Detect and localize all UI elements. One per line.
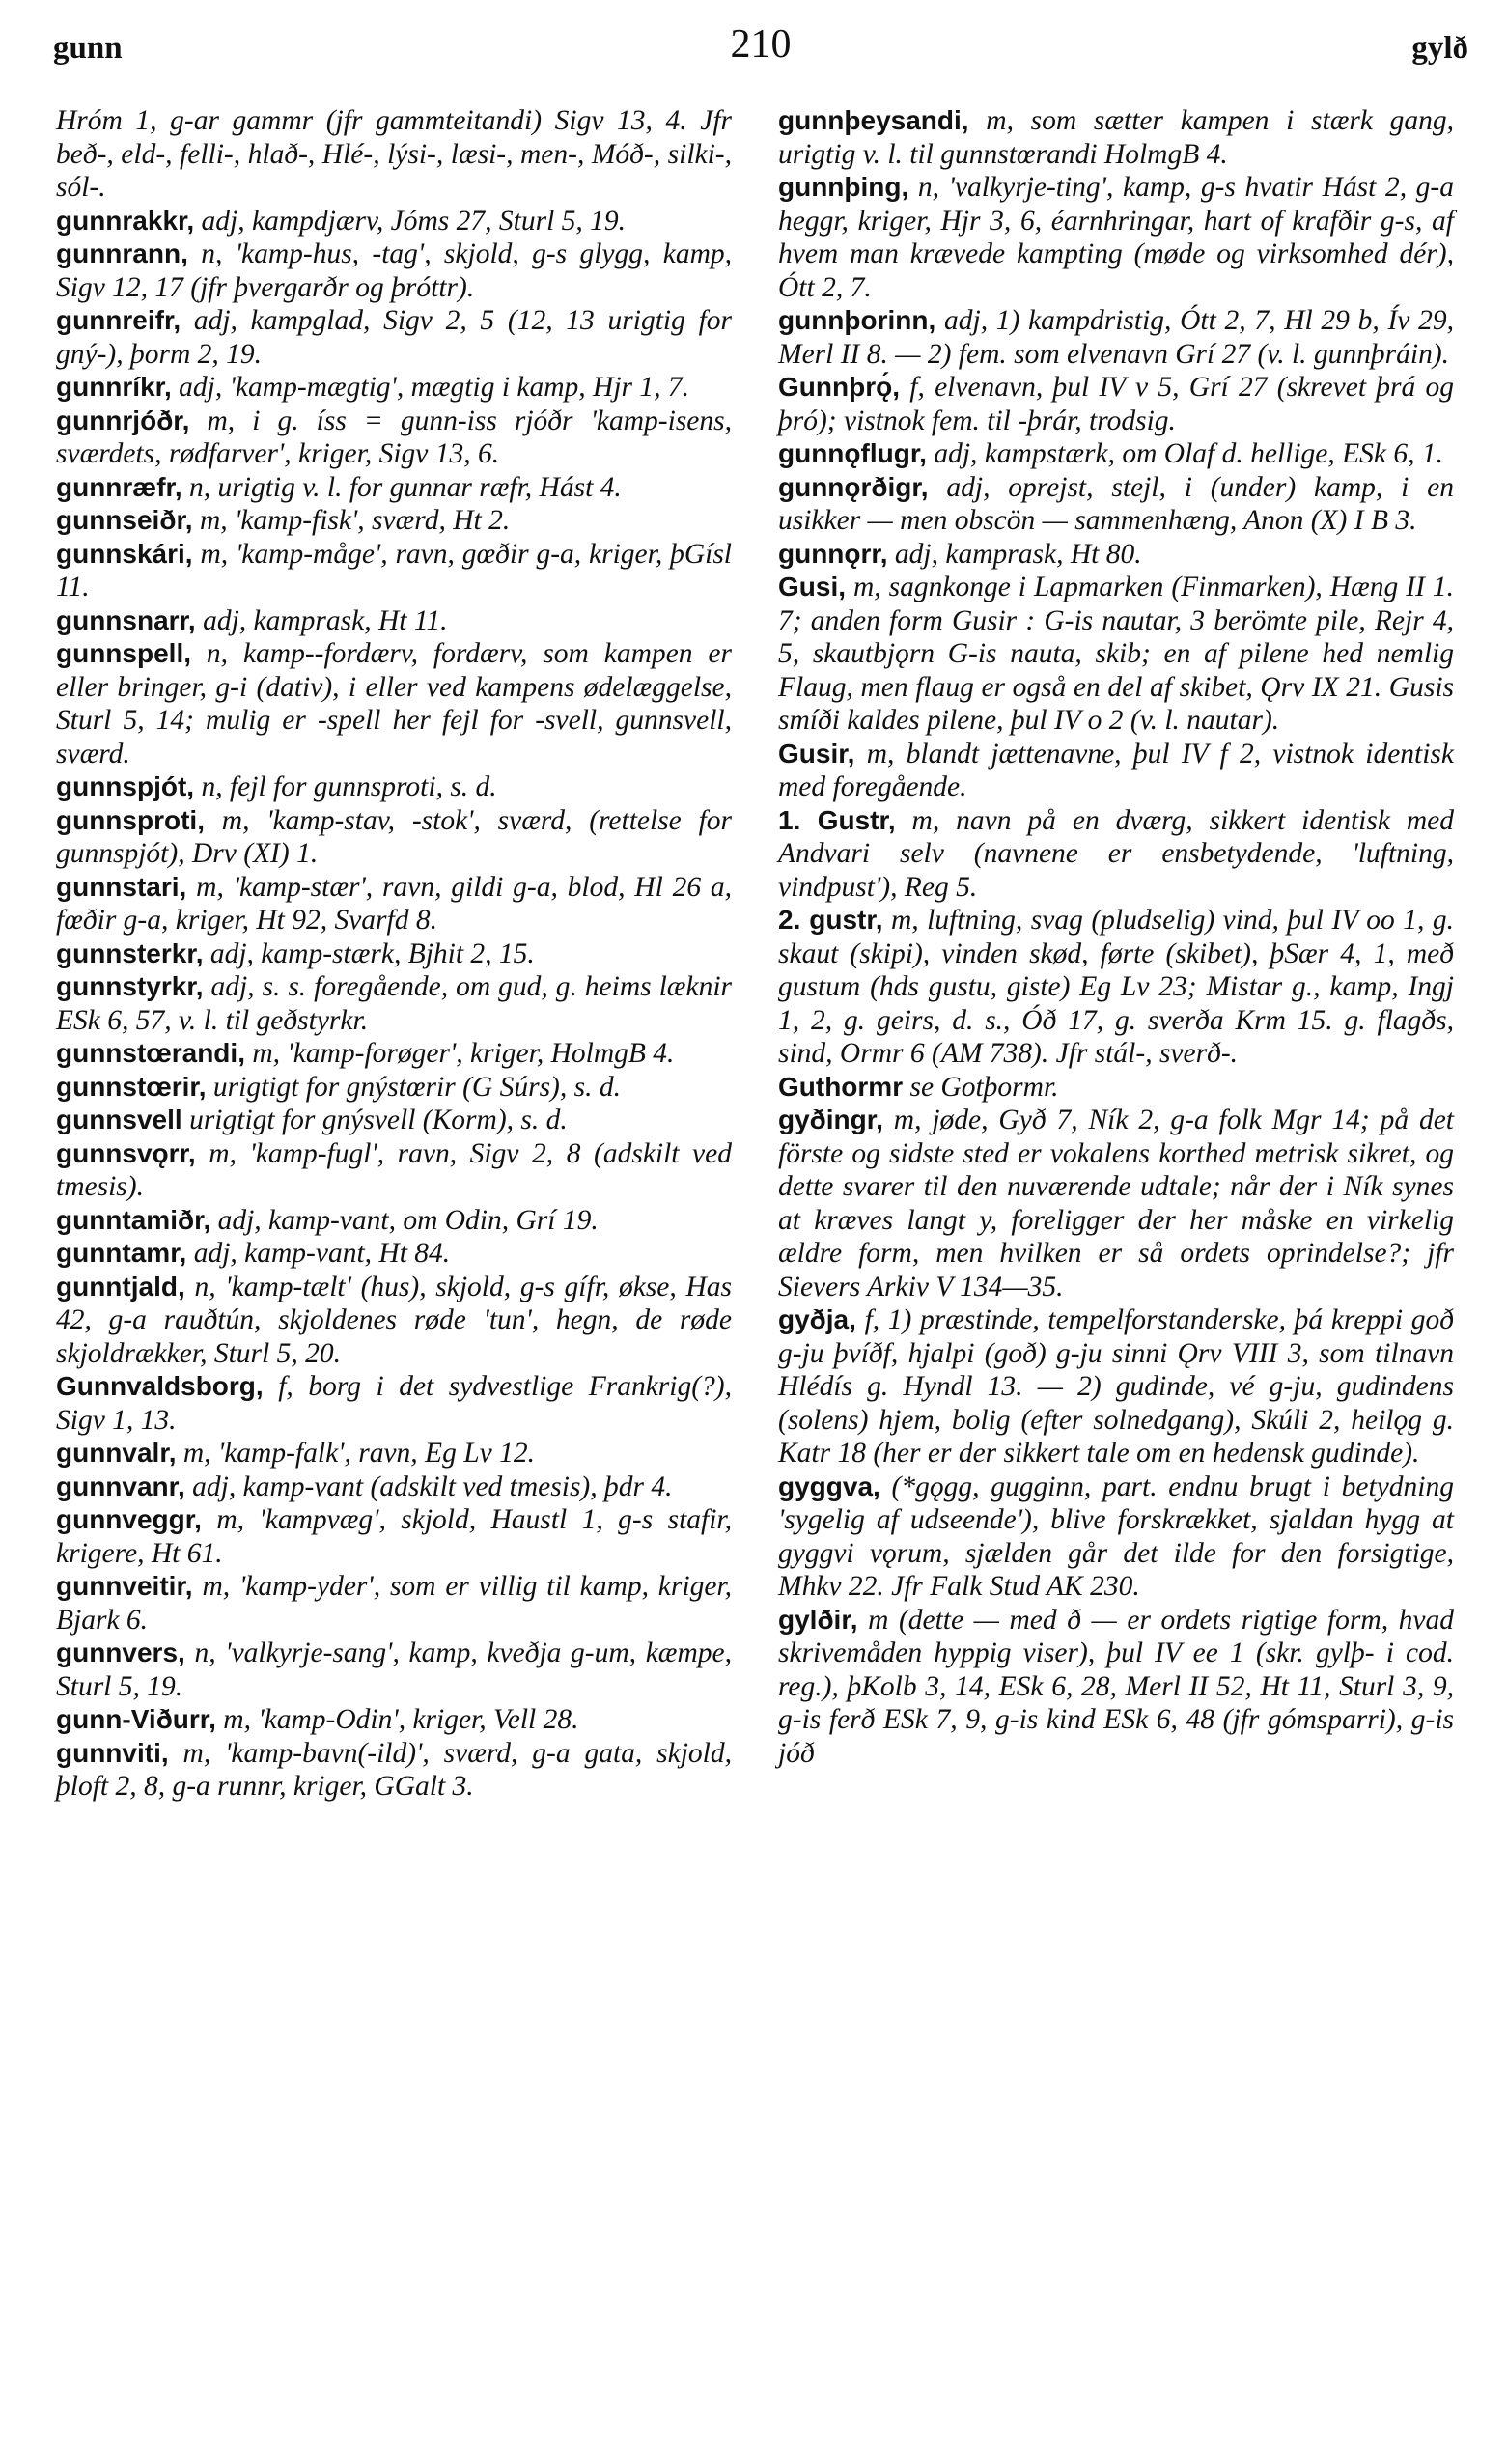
entry-headword: gyggva,: [778, 1470, 880, 1501]
entry-headword: gunnrakkr,: [56, 205, 195, 236]
entry-definition: m, 'kamp-forøger', kriger, HolmgB 4.: [252, 1038, 675, 1069]
entry-headword: gunnsvǫrr,: [56, 1137, 196, 1168]
entry-headword: gunnspell,: [56, 638, 191, 668]
dictionary-entry: [56, 1637, 732, 1703]
dictionary-entry: [56, 405, 732, 471]
entry-definition: adj, 'kamp-mægtig', mægtig i kamp, Hjr 1, 7.: [179, 372, 690, 403]
entry-definition: adj, kamp-vant, Ht 84.: [193, 1238, 451, 1269]
dictionary-entry: [778, 171, 1454, 304]
entry-headword: gunnþorinn,: [778, 305, 936, 335]
dictionary-entry: [56, 1037, 732, 1071]
entry-definition: m, 'kampvæg', skjold, Haustl 1, g-s stafir, krigere, Ht 61.: [56, 1504, 732, 1569]
entry-definition: f, 1) præstinde, tempelforstanderske, þá kreppi goð g-ju þvíðf, hjalpi (goð) g-ju sinni Ǫrv VIII 3, som tilnavn Hlédís g. Hyndl 13. — 2) gudinde, vé g-ju, gudindens (solens) hjem, bolig (efter solnedgang), Skúli 2, heilǫg g. Katr 18 (her er der sikkert tale om en hedensk gudinde).: [778, 1304, 1455, 1469]
entry-definition: m, 'kamp-falk', ravn, Eg Lv 12.: [182, 1438, 535, 1469]
entry-definition: m, blandt jættenavne, þul IV f 2, vistnok identisk med foregående.: [778, 738, 1455, 802]
entry-definition: n, 'valkyrje-sang', kamp, kveðja g-um, kæmpe, Sturl 5, 19.: [56, 1638, 733, 1702]
dictionary-entry: [56, 1737, 732, 1804]
entry-definition: m, 'kamp-fugl', ravn, Sigv 2, 8 (adskilt ved tmesis).: [56, 1137, 732, 1202]
entry-definition: m, i g. íss = gunn-iss rjóðr 'kamp-isens, sværdets, rødfarver', kriger, Sigv 13, 6.: [56, 405, 733, 469]
entry-definition: f, borg i det sydvestlige Frankrig(?), Sigv 1, 13.: [56, 1371, 732, 1436]
entry-headword: gunnþing,: [778, 172, 909, 202]
left-column: [56, 104, 732, 1804]
entry-headword: gunnveggr,: [56, 1504, 202, 1534]
entry-headword: gunn-Viðurr,: [56, 1704, 216, 1734]
entry-headword: gunnǫrr,: [778, 538, 888, 569]
entry-headword: gunnreifr,: [56, 305, 181, 335]
entry-definition: n, 'kamp-tælt' (hus), skjold, g-s gífr, økse, Has 42, g-a rauðtún, skjoldenes røde 'tun', hegn, de røde skjoldrækker, Sturl 5, 20.: [56, 1271, 733, 1369]
entry-definition: adj, kamp-vant (adskilt ved tmesis), þdr 4.: [192, 1470, 673, 1502]
dictionary-entry: [778, 738, 1454, 804]
page-header: [53, 21, 1468, 79]
entry-definition: m, 'kamp-yder', som er villig til kamp, kriger, Bjark 6.: [56, 1571, 733, 1636]
entry-headword: gunnsterkr,: [56, 938, 204, 968]
entry-definition: n, kamp--fordærv, fordærv, som kampen er eller bringer, g-i (dativ), i eller ved kampens ødelæggelse, Sturl 5, 14; mulig er -spell her fejl for -svell, gunnsvell, sværd.: [56, 638, 732, 770]
entry-definition: n, fejl for gunnsproti, s. d.: [201, 771, 497, 802]
dictionary-entry: [778, 1604, 1454, 1771]
entry-headword: gunntamiðr,: [56, 1204, 211, 1235]
right-column: [778, 104, 1454, 1770]
entry-headword: gyðja,: [778, 1304, 856, 1334]
entry-definition: f, elvenavn, þul IV v 5, Grí 27 (skrevet þrá og þró); vistnok fem. til -þrár, trodsig.: [778, 372, 1455, 436]
dictionary-entry: [778, 1071, 1454, 1105]
entry-headword: 2. gustr,: [778, 905, 883, 935]
entry-headword: gunnrann,: [56, 238, 188, 268]
entry-definition: urigtigt for gnýsvell (Korm), s. d.: [189, 1105, 568, 1135]
entry-definition: (*gǫgg, gugginn, part. endnu brugt i betydning 'sygelig af udseende'), blive forskrækket, sjaldan hygg at gyggvi vǫrum, sjælden går det ilde for den forsigtige, Mhkv 22. Jfr Falk Stud AK 230.: [778, 1470, 1455, 1602]
entry-definition: adj, kampstærk, om Olaf d. hellige, ESk 6, 1.: [934, 438, 1444, 469]
entry-definition: adj, kamprask, Ht 80.: [894, 538, 1142, 570]
entry-headword: 1. Gustr,: [778, 804, 896, 835]
entry-definition: m, 'kamp-stav, -stok', sværd, (rettelse for gunnspjót), Drv (XI) 1.: [56, 804, 733, 869]
dictionary-entry: [56, 205, 732, 238]
dictionary-entry: [56, 1503, 732, 1570]
entry-definition: adj, kampdjærv, Jóms 27, Sturl 5, 19.: [201, 205, 627, 237]
entry-headword: gunnsnarr,: [56, 604, 196, 635]
entry-headword: gunnvers,: [56, 1638, 185, 1667]
entry-headword: gunnstyrkr,: [56, 971, 204, 1001]
page-number: 210: [730, 22, 792, 67]
dictionary-entry: [778, 1104, 1454, 1303]
entry-definition: se Gotþormr.: [909, 1071, 1059, 1103]
entry-headword: gunntamr,: [56, 1238, 187, 1268]
dictionary-entry: [778, 904, 1454, 1071]
entry-headword: gylðir,: [778, 1604, 858, 1635]
dictionary-entry: [56, 471, 732, 505]
header-first-headword: gunn: [53, 31, 123, 66]
entry-definition: n, 'kamp-hus, -tag', skjold, g-s glygg, kamp, Sigv 12, 17 (jfr þvergarðr og þróttr).: [56, 238, 733, 303]
entry-headword: gunnspjót,: [56, 771, 195, 801]
dictionary-entry: [56, 804, 732, 871]
entry-headword: gunnskári,: [56, 538, 193, 569]
entry-headword: gunnstœrir,: [56, 1071, 207, 1102]
entry-headword: gunnræfr,: [56, 471, 182, 502]
dictionary-entry: [56, 871, 732, 938]
entry-definition: m (dette — med ð — er ordets rigtige form, hvad skrivemåden hyppig viser), þul IV ee 1 (skr. gylþ- i cod. reg.), þKolb 3, 14, ESk 6, 28, Merl II 52, Ht 11, Sturl 3, 9, g-is ferð ESk 7, 9, g-is kind ESk 6, 48 (jfr gómsparri), g-is jóð: [778, 1604, 1455, 1769]
dictionary-entry: [778, 571, 1454, 738]
entry-definition: adj, kamprask, Ht 11.: [203, 604, 448, 636]
entry-headword: Gunnþrǫ́,: [778, 372, 900, 402]
entry-definition: adj, 1) kampdristig, Ótt 2, 7, Hl 29 b, Ív 29, Merl II 8. — 2) fem. som elvenavn Grí 27 (v. l. gunnþráin).: [778, 305, 1454, 370]
dictionary-entry: [56, 770, 732, 804]
dictionary-entry: [56, 1470, 732, 1504]
dictionary-entry: [56, 1703, 732, 1737]
dictionary-entry: [56, 304, 732, 371]
entry-definition: m, som sætter kampen i stærk gang, urigtig v. l. til gunnstœrandi HolmgB 4.: [778, 105, 1455, 170]
entry-definition: urigtigt for gnýstœrir (G Súrs), s. d.: [212, 1071, 621, 1103]
entry-headword: Guthormr: [778, 1071, 904, 1102]
header-last-headword: gylð: [1411, 31, 1468, 66]
entry-headword: gunnvanr,: [56, 1470, 185, 1501]
dictionary-entry: [56, 371, 732, 405]
entry-definition: m, 'kamp-måge', ravn, gœðir g-a, kriger, þGísl 11.: [56, 538, 732, 602]
dictionary-entry: [778, 1470, 1454, 1604]
entry-definition: Hróm 1, g-ar gammr (jfr gammteitandi) Sigv 13, 4. Jfr beð-, eld-, felli-, hlað-, Hlé-, lýsi-, læsi-, men-, Móð-, silki-, sól-.: [56, 105, 732, 203]
dictionary-entry: [56, 238, 732, 304]
dictionary-entry: [56, 970, 732, 1037]
entry-definition: m, 'kamp-Odin', kriger, Vell 28.: [223, 1704, 579, 1735]
entry-headword: gunnþeysandi,: [778, 105, 969, 135]
entry-headword: gunnvalr,: [56, 1438, 177, 1468]
dictionary-entry: [56, 938, 732, 971]
entry-headword: Gunnvaldsborg,: [56, 1371, 264, 1401]
dictionary-entry: [778, 804, 1454, 905]
entry-definition: m, 'kamp-fisk', sværd, Ht 2.: [199, 505, 511, 536]
dictionary-entry: [778, 304, 1454, 371]
dictionary-entry: [56, 104, 732, 205]
entry-headword: gunnsproti,: [56, 804, 205, 835]
entry-headword: gunnviti,: [56, 1737, 169, 1768]
dictionary-entry: [778, 437, 1454, 471]
entry-definition: adj, oprejst, stejl, i (under) kamp, i en usikker — men obscön — sammenhæng, Anon (X) I B 3.: [778, 471, 1454, 536]
entry-headword: gunnseiðr,: [56, 505, 193, 535]
dictionary-entry: [778, 104, 1454, 171]
entry-headword: Gusir,: [778, 738, 855, 769]
entry-definition: n, 'valkyrje-ting', kamp, g-s hvatir Hást 2, g-a heggr, kriger, Hjr 3, 6, éarnhringar, hart of krafðir g-s, af hvem man krævede kampting (møde og virksomhed dér), Ótt 2, 7.: [778, 172, 1455, 303]
dictionary-entry: [56, 1237, 732, 1271]
dictionary-entry: [56, 538, 732, 604]
dictionary-entry: [56, 504, 732, 538]
dictionary-entry: [778, 538, 1454, 572]
dictionary-entry: [56, 1204, 732, 1238]
entry-headword: gunntjald,: [56, 1271, 185, 1302]
entry-definition: n, urigtig v. l. for gunnar ræfr, Hást 4.: [189, 471, 622, 503]
entry-definition: adj, kamp-stærk, Bjhit 2, 15.: [209, 938, 535, 969]
entry-definition: adj, kamp-vant, om Odin, Grí 19.: [217, 1204, 599, 1236]
entry-headword: gunnveitir,: [56, 1571, 193, 1601]
entry-definition: m, 'kamp-bavn(-ild)', sværd, g-a gata, skjold, þloft 2, 8, g-a runnr, kriger, GGalt 3.: [56, 1737, 732, 1802]
entry-headword: gunnǫflugr,: [778, 438, 927, 468]
dictionary-entry: [56, 604, 732, 638]
dictionary-entry: [56, 1071, 732, 1105]
entry-headword: gunnǫrðigr,: [778, 471, 929, 502]
entry-definition: m, luftning, svag (pludselig) vind, þul IV oo 1, g. skaut (skipi), vinden skød, førte (skibet), þSær 4, 1, með gustum (hds gustu, giste) Eg Lv 23; Mistar g., kamp, Ingj 1, 2, g. geirs, d. s., Óð 17, g. sverða Krm 15. g. flagðs, sind, Ormr 6 (AM 738). Jfr stál-, sverð-.: [778, 905, 1454, 1069]
dictionary-entry: [56, 1271, 732, 1371]
dictionary-entry: [56, 1370, 732, 1437]
dictionary-entry: [778, 1303, 1454, 1470]
entry-definition: m, sagnkonge i Lapmarken (Finmarken), Hæng II 1. 7; anden form Gusir : G-is nautar, 3 berömte pile, Rejr 4, 5, skautbjǫrn G-is nauta, skib; en af pilene hed nemlig Flaug, men flaug er også en del af skibet, Ǫrv IX 21. Gusis smíði kaldes pilene, þul IV o 2 (v. l. nautar).: [778, 572, 1454, 736]
entry-definition: m, 'kamp-stær', ravn, gildi g-a, blod, Hl 26 a, fœðir g-a, kriger, Ht 92, Svarfd 8.: [56, 871, 732, 936]
entry-headword: gunnsvell: [56, 1105, 182, 1134]
dictionary-entry: [56, 1137, 732, 1204]
dictionary-entry: [56, 1570, 732, 1637]
entry-headword: gunnstari,: [56, 871, 187, 902]
entry-definition: m, navn på en dværg, sikkert identisk med Andvari selv (navnene er ensbetydende, 'luftning, vindpust'), Reg 5.: [778, 804, 1455, 903]
entry-definition: adj, kampglad, Sigv 2, 5 (12, 13 urigtig for gný-), þorm 2, 19.: [56, 305, 732, 370]
dictionary-entry: [778, 471, 1454, 538]
dictionary-entry: [56, 1437, 732, 1470]
entry-headword: gyðingr,: [778, 1105, 883, 1134]
dictionary-entry: [56, 1104, 732, 1137]
entry-definition: m, jøde, Gyð 7, Ník 2, g-a folk Mgr 14; på det förste og sidste sted er vokalens korthed metrisk sikret, og dette svarer til den nuværende udtale; når der i Ník synes at kræves langt y, foreligger der her måske en virkelig ældre form, men hvilken er så ordets oprindelse?; jfr Sievers Arkiv V 134—35.: [778, 1105, 1454, 1302]
entry-headword: gunnstœrandi,: [56, 1038, 245, 1068]
entry-definition: adj, s. s. foregående, om gud, g. heims læknir ESk 6, 57, v. l. til geðstyrkr.: [56, 971, 732, 1036]
dictionary-entry: [56, 637, 732, 770]
entry-headword: gunnríkr,: [56, 372, 172, 402]
entry-headword: Gusi,: [778, 572, 847, 602]
dictionary-entry: [778, 371, 1454, 437]
entry-headword: gunnrjóðr,: [56, 405, 190, 435]
